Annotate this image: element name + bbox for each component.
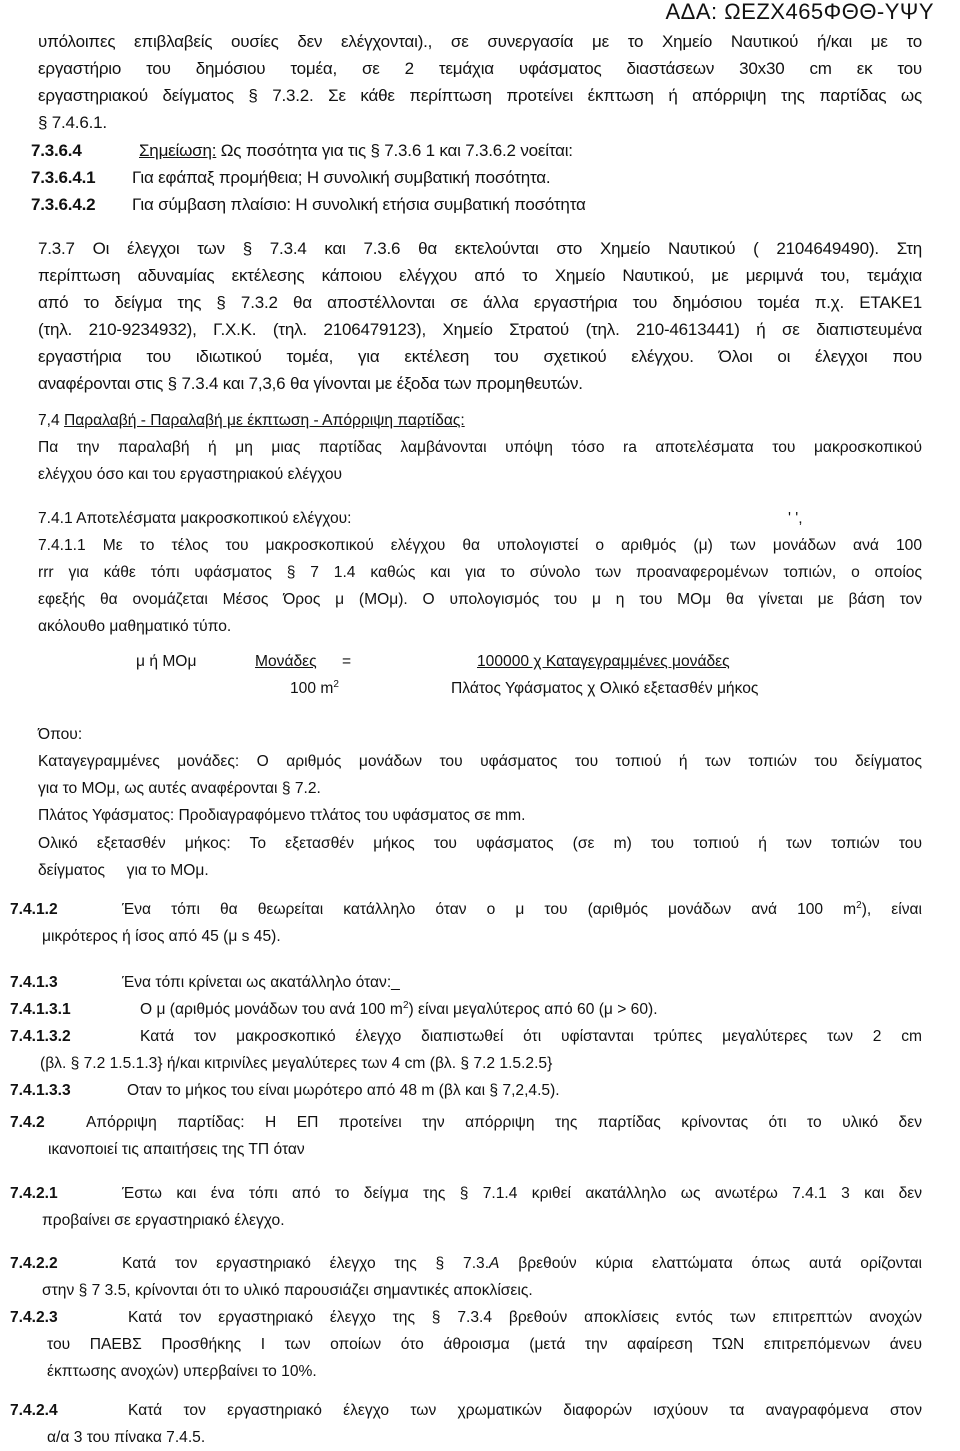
section-7421 [10, 1180, 922, 1234]
text-line: Ένα τόπι θα θεωρείται κατάλληλο όταν ο μ του (αριθμός μονάδων ανά 100 $m^2$), είναι [122, 899, 922, 918]
definitions-title: Όπου: [38, 726, 83, 743]
section-number: 7.4.2 [10, 1114, 45, 1131]
section-line [10, 969, 922, 996]
text-line: Κατά τον εργαστηριακό έλεγχο της § 7.3.Α βρεθούν κύρια ελαττώματα όπως αυτά ορίζονται [122, 1255, 922, 1272]
text-line: προβαίνει σε εργαστηριακό έλεγχο. [42, 1212, 285, 1229]
section-line [10, 1180, 922, 1207]
formula [0, 648, 960, 708]
text-line: Καταγεγραμμένες μονάδες: Ο αριθμός μονάδων του υφάσματος του τοπιού ή των τοπιών του δείγματος [38, 753, 922, 770]
formula-area: 100 $m^2$ [290, 678, 339, 697]
section-heading [38, 505, 922, 532]
text-line: Κατά τον μακροσκοπικό έλεγχο διαπιστωθεί ότι υφίστανται τρύπες μεγαλύτερες των 2 cm [140, 1028, 922, 1045]
superscript: 2 [402, 999, 409, 1011]
text-line: ελέγχου όσο και του εργαστηριακού ελέγχου [38, 466, 343, 483]
text-line: αναφέρονται στις § 7.3.4 και 7,3,6 θα γίνονται με έξοδα των προμηθευτών. [38, 374, 583, 393]
text-line: α/α 3 του πίνακα 7.4.5. [47, 1429, 206, 1446]
text-line: (βλ. § 7.2 1.5.1.3} ή/και κιτρινίλες μεγαλύτερες των 4 cm (βλ. § 7.2 1.5.2.5} [40, 1055, 553, 1072]
section-737 [38, 235, 922, 397]
text-line: Οταν το μήκος του είναι μωρότερο από 48 m (βλ και § 7,2,4.5). [127, 1082, 560, 1099]
section-title: 7.4.1 Αποτελέσματα μακροσκοπικού ελέγχου: [38, 510, 352, 527]
text-line: rrr για κάθε τόπι υφάσματος § 7 1.4 καθώς και για το σύνολο των προαναφερομένων τοπιών, ο οποίος [38, 564, 922, 581]
section-number: 7.4.2.3 [10, 1309, 58, 1326]
section-number: 7.3.6.4.1 [31, 168, 96, 187]
section-line [10, 1250, 922, 1277]
text-line: δείγματος για το ΜΟμ. [38, 862, 209, 879]
text-line: εφεξής θα ονομάζεται Μέσος Όρος μ (ΜΟμ). Ο υπολογισμός του μ η του ΜΟμ θα γίνεται με βάση τον [38, 591, 922, 608]
text-line: § 7.4.6.1. [38, 113, 107, 132]
section-number: 7.4.2.1 [10, 1185, 58, 1202]
superscript: 2 [333, 678, 339, 690]
note-text: Ως ποσότητα για τις § 7.3.6 1 και 7.3.6.2 νοείται: [216, 141, 573, 160]
superscript: 2 [856, 899, 862, 911]
text-line: για το ΜΟμ, ως αυτές αναφέρονται § 7.2. [38, 780, 321, 797]
formula-denominator: Πλάτος Υφάσματος χ Ολικό εξετασθέν μήκος [451, 680, 759, 697]
text-line: εργαστήριο του δημόσιου τομέα, σε 2 τεμάχια υφάσματος διαστάσεων 30x30 cm εκ του [38, 59, 922, 78]
text-line: Πλάτος Υφάσματος: Προδιαγραφόμενο ττλάτος του υφάσματος σε mm. [38, 807, 526, 824]
section-number: 7.4.1.3.1 [10, 1001, 71, 1018]
section-number: 7.4.2.4 [10, 1402, 58, 1419]
section-7422 [10, 1250, 922, 1304]
text-line: εργαστηριακού δείγματος § 7.3.2. Σε κάθε περίπτωση προτείνει έκπτωση ή απόρριψη της παρτίδας ως [38, 86, 922, 105]
section-7364 [31, 137, 922, 218]
text-line: υπόλοιπες επιβλαβείς ουσίες δεν ελέγχονται)., σε συνεργασία με το Χημείο Ναυτικού ή/και με το [38, 32, 922, 51]
subitem-74131 [10, 996, 922, 1023]
section-number: 7.4.2.2 [10, 1255, 58, 1272]
section-number: 7.4.1.3 [10, 974, 58, 991]
text-line: Ολικό εξετασθέν μήκος: Το εξετασθέν μήκος του υφάσματος (σε m) του τοπιού ή των τοπιών του [38, 835, 922, 852]
paragraph-top [38, 28, 922, 136]
section-7412 [10, 896, 922, 950]
section-7423 [10, 1304, 922, 1385]
text-line: εργαστήρια του ιδιωτικού τομέα, για εκτέλεση του σχετικού ελέγχου. Όλοι οι έλεγχοι που [38, 347, 922, 366]
stray-marks: ' ', [788, 510, 803, 527]
section-line [10, 1397, 922, 1424]
text-line: 7.3.7 Οι έλεγχοι των § 7.3.4 και 7.3.6 θα εκτελούνται στο Χημείο Ναυτικού ( 2104649490). Στη [38, 239, 922, 258]
section-line [10, 1304, 922, 1331]
formula-lhs: μ ή ΜΟμ [136, 653, 197, 670]
section-74 [38, 407, 922, 488]
text-line: Έστω και ένα τόπι από το δείγμα της § 7.1.4 κριθεί ακατάλληλο ως ανωτέρω 7.4.1 3 και δεν [122, 1185, 922, 1202]
note-heading [31, 137, 922, 164]
subitem-74132 [10, 1023, 922, 1050]
formula-equals: = [342, 653, 352, 670]
subitem-74133 [10, 1077, 922, 1104]
text-line: ακόλουθο μαθηματικό τύπο. [38, 618, 232, 635]
section-number: 7.4.1.3.2 [10, 1028, 71, 1045]
section-7413 [10, 969, 922, 1104]
note-label: Σημείωση: [139, 141, 217, 160]
formula-numerator: 100000 χ Καταγεγραμμένες μονάδες [477, 653, 730, 670]
subitem-text: Για σύμβαση πλαίσιο: Η συνολική ετήσια συμβατική ποσότητα [132, 195, 586, 214]
text-line: Κατά τον εργαστηριακό έλεγχο της § 7.3.4 βρεθούν αποκλίσεις εντός των επιτρεπτών ανοχών [128, 1309, 922, 1326]
section-number: 7.4.1.2 [10, 901, 58, 918]
text-line: έκπτωσης ανοχών) υπερβαίνει το 10%. [47, 1363, 317, 1380]
text-line: μικρότερος ή ίσος από 45 (μ s 45). [42, 928, 281, 945]
section-line [10, 1109, 922, 1136]
section-number: 7.3.6.4.2 [31, 195, 96, 214]
section-742 [10, 1109, 922, 1163]
text-line: Ο μ (αριθμός μονάδων του ανά 100 $m^2$) είναι μεγαλύτερος από 60 (μ > 60). [140, 999, 658, 1018]
text-line: Κατά τον εργαστηριακό έλεγχο των χρωματικών διαφορών ισχύουν τα αναγραφόμενα στον [128, 1402, 922, 1419]
subitem-7364-1 [31, 164, 922, 191]
section-number: 7.4.1.3.3 [10, 1082, 71, 1099]
text-line: Ένα τόπι κρίνεται ως ακατάλληλο όταν:_ [122, 974, 400, 991]
text-line: Πα την παραλαβή ή μη μιας παρτίδας λαμβάνονται υπόψη τόσο ra αποτελέσματα του μακροσκοπικού [38, 439, 922, 456]
section-7424 [10, 1397, 922, 1451]
text-line: 7.4.1.1 Με το τέλος του μακροσκοπικού ελέγχου θα υπολογιστεί ο αριθμός (μ) των μονάδων ανά 100 [38, 537, 922, 554]
text-line: του ΠΑΕΒΣ Προσθήκης Ι των οποίων ότο άθροισμα (μετά την αφαίρεση ΤΩΝ επιτρεπόμενων άνευ [47, 1336, 922, 1353]
subitem-7364-2 [31, 191, 922, 218]
text-line: από το δείγμα της § 7.3.2 θα αποστέλλονται σε άλλα εργαστήρια του δημόσιου τομέα π.χ. ΕΤΑΚΕ1 [38, 293, 922, 312]
section-741 [38, 505, 922, 640]
text-line: (τηλ. 210-9234932), Γ.Χ.Κ. (τηλ. 2106479123), Χημείο Στρατού (τηλ. 210-4613441) ή σε διαπιστευμένα [38, 320, 922, 339]
formula-units: Μονάδες [255, 653, 317, 670]
definitions [38, 721, 922, 884]
text-line: Απόρριψη παρτίδας: Η ΕΠ προτείνει την απόρριψη της παρτίδας κρίνοντας ότι το υλικό δεν [86, 1114, 922, 1131]
section-line [10, 896, 922, 923]
section-heading [38, 407, 922, 434]
text-line: περίπτωση αδυναμίας εκτέλεσης κάποιου ελέγχου από το Χημείο Ναυτικού, με μεριμνά του, τεμάχια [38, 266, 922, 285]
section-title: Παραλαβή - Παραλαβή με έκπτωση - Απόρριψη παρτίδας: [64, 412, 465, 429]
ada-watermark: ΑΔΑ: ΩΕΖΧ465ΦΘΘ-ΥΨΥ [665, 0, 934, 24]
text-line: ικανοποιεί τις απαιτήσεις της ΤΠ όταν [48, 1141, 305, 1158]
section-number: 7.3.6.4 [31, 141, 82, 160]
section-number: 7,4 [38, 412, 60, 429]
text-line: στην § 7 3.5, κρίνονται ότι το υλικό παρουσιάζει σημαντικές αποκλίσεις. [42, 1282, 533, 1299]
subitem-text: Για εφάπαξ προμήθεια; Η συνολική συμβατική ποσότητα. [132, 168, 551, 187]
